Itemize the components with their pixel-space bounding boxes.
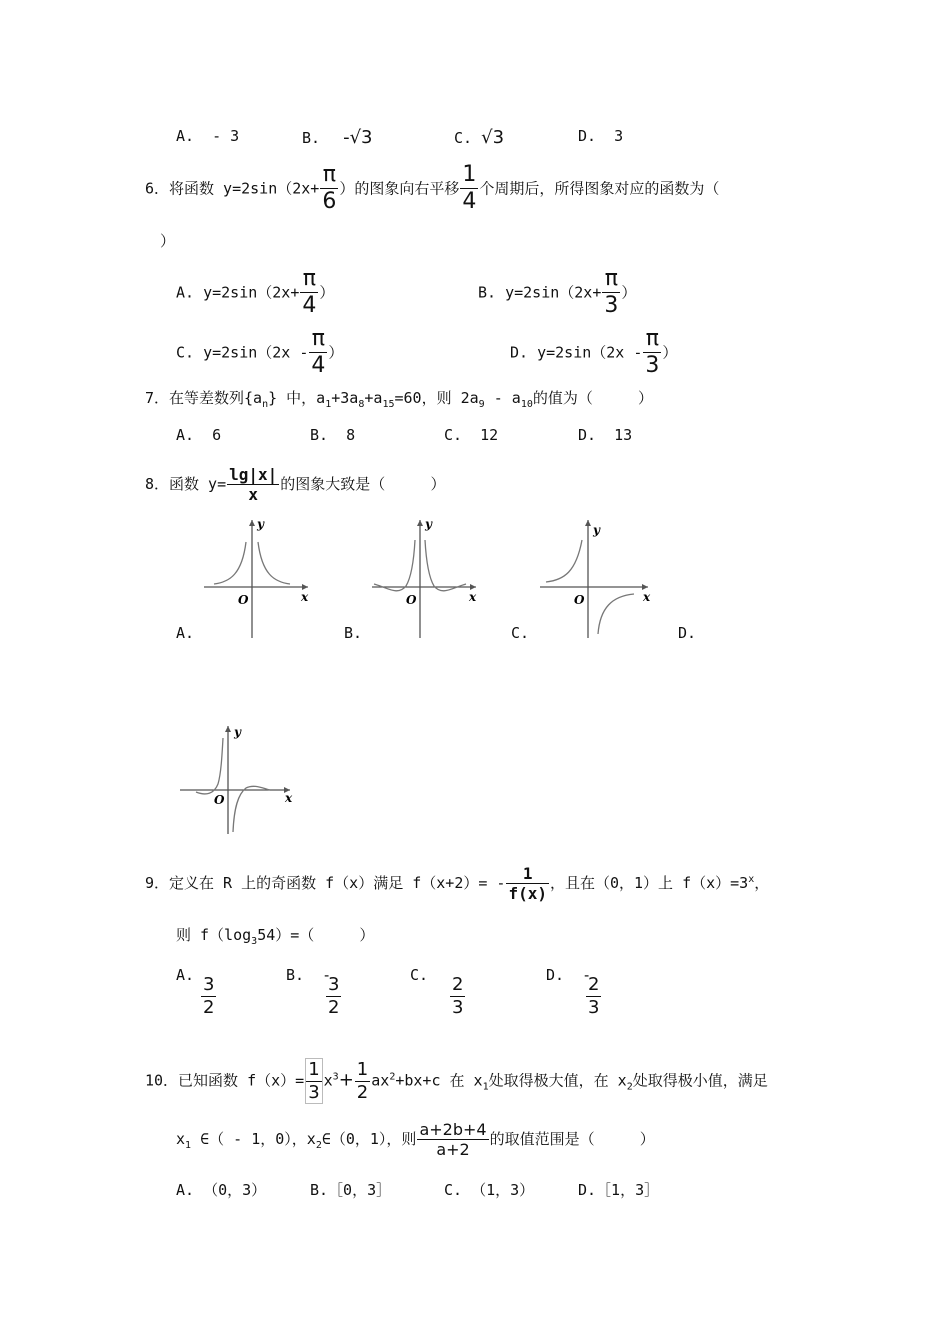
q7-t5: =60，则 2a	[394, 389, 479, 407]
q10-l2-a: x	[176, 1130, 186, 1149]
q8-graph-a-x-label: x	[301, 590, 309, 604]
q8-option-d[interactable]: D.	[678, 624, 697, 642]
q6-option-d-den: 3	[645, 353, 660, 379]
q6-option-a[interactable]	[176, 266, 334, 320]
q8-frac-num: lg|x|	[229, 465, 278, 484]
q6-six: 6	[322, 189, 337, 215]
q6-option-a-frac	[300, 266, 318, 320]
q9-option-c-frac	[449, 974, 466, 1018]
q10-l2-c: ∈（0，1），则	[321, 1130, 417, 1149]
q10-mid: ax	[371, 1071, 390, 1090]
q9-option-d-den: 3	[588, 996, 600, 1018]
q10-d1: 3	[308, 1081, 320, 1103]
q6-option-c-pre: C. y=2sin（2x -	[176, 343, 309, 362]
q7-option-c[interactable]: C. 12	[444, 426, 499, 444]
q10-ratio-frac	[417, 1120, 488, 1159]
q8-graph-d-x-label: x	[285, 791, 293, 805]
q8-graph-a	[200, 512, 320, 642]
q8-graph-a-y-label: y	[257, 517, 264, 531]
q5-option-a[interactable]: A. - 3	[176, 127, 240, 145]
q9-option-c-num: 2	[452, 974, 464, 995]
q7-sub-15: 15	[382, 399, 395, 410]
q8-graph-c-x-label: x	[643, 590, 651, 604]
q6-one: 1	[460, 162, 478, 189]
q7-t4: +a	[364, 389, 383, 407]
q7-t2: } 中，a	[268, 389, 326, 407]
q9-option-c-label: C.	[410, 966, 429, 984]
q9-option-d-num: 2	[588, 974, 600, 995]
q5-option-b-value: -√3	[343, 127, 373, 148]
q6-option-a-pre: A. y=2sin（2x+	[176, 283, 300, 302]
q6-option-b-post: ）	[621, 283, 637, 302]
q7-sub-1: 1	[325, 399, 332, 410]
q10-sup2: 2	[389, 1071, 396, 1083]
q6-pi-over-6	[320, 162, 338, 216]
q10-ratio-num: a+2b+4	[419, 1120, 487, 1139]
q9-option-c-den: 3	[452, 996, 464, 1018]
q6-option-c-post: ）	[328, 343, 344, 362]
q5-option-b-label: B.	[302, 129, 321, 147]
q5-option-c-label: C.	[454, 129, 473, 147]
q6-option-a-pi: π	[300, 266, 318, 293]
q6-option-b-pre: B. y=2sin（2x+	[478, 283, 602, 302]
q6-option-a-post: ）	[319, 283, 335, 302]
q8-graph-b-x-label: x	[469, 590, 477, 604]
q10-stem	[145, 1058, 768, 1104]
q10-l2-post: 的取值范围是（ ）	[489, 1130, 655, 1149]
q10-l2-s1: 1	[185, 1140, 192, 1152]
q9-option-d-label: D. -	[546, 966, 592, 984]
q6-stem-mid: ）的图象向右平移	[339, 179, 460, 198]
q9-frac-num: 1	[506, 864, 549, 884]
q9-option-a-frac	[200, 974, 217, 1018]
q10-option-d[interactable]: D.［1，3］	[578, 1181, 660, 1199]
q9-option-a-num: 3	[203, 974, 215, 995]
q6-stem-post: 个周期后，所得图象对应的函数为（	[479, 179, 720, 198]
q9-option-b-frac	[325, 974, 342, 1018]
q6-option-b-pi: π	[602, 266, 620, 293]
q6-four: 4	[462, 189, 477, 215]
q8-graph-c	[536, 512, 656, 642]
q10-one-half	[355, 1059, 370, 1103]
q9-frac-den: f(x)	[508, 884, 547, 904]
q6-option-b-den: 3	[604, 293, 619, 319]
q8-option-b[interactable]: B.	[344, 624, 363, 642]
q8-graph-b	[368, 512, 488, 642]
q10-ratio-den: a+2	[436, 1140, 470, 1160]
q10-one-third	[305, 1058, 322, 1104]
q7-sub-9: 9	[478, 399, 485, 410]
q6-option-c-frac	[309, 326, 327, 380]
q7-sub-8: 8	[358, 399, 365, 410]
q5-option-d[interactable]: D. 3	[578, 127, 624, 145]
q7-option-a[interactable]: A. 6	[176, 426, 222, 444]
q10-l2-b: ∈（ - 1，0），x	[191, 1130, 316, 1149]
q10-mid3: 处取得极大值，在 x	[488, 1071, 627, 1090]
q9-option-a-den: 2	[203, 996, 215, 1018]
q8-stem	[145, 465, 445, 504]
q8-stem-post: 的图象大致是（ ）	[280, 475, 446, 494]
q8-graph-b-origin: O	[406, 593, 417, 607]
q6-stem-pre: 6．将函数 y=2sin（2x+	[145, 179, 320, 198]
q7-t3: +3a	[331, 389, 359, 407]
q10-sup3: 3	[332, 1071, 339, 1083]
q10-n2: 1	[356, 1059, 369, 1080]
q10-d2: 2	[356, 1081, 369, 1103]
q9-option-a[interactable]	[176, 966, 194, 984]
q6-option-d[interactable]	[510, 326, 677, 380]
q10-mid2: +bx+c 在 x	[395, 1071, 483, 1090]
q10-option-b[interactable]: B.［0，3］	[310, 1181, 392, 1199]
q8-graph-c-y-label: y	[593, 523, 600, 537]
q9-sup-x: x	[748, 874, 755, 886]
q6-option-b[interactable]	[478, 266, 636, 320]
q6-option-a-den: 4	[302, 293, 317, 319]
q10-option-a[interactable]: A. （0，3）	[176, 1181, 267, 1199]
q9-option-d-frac	[585, 974, 602, 1018]
q6-option-d-pre: D. y=2sin（2x -	[510, 343, 643, 362]
q8-option-c[interactable]: C.	[511, 624, 530, 642]
q10-option-c[interactable]: C. （1，3）	[444, 1181, 535, 1199]
q5-option-b[interactable]	[302, 127, 373, 149]
q6-one-quarter	[460, 162, 478, 216]
q9-stem-pre: 9．定义在 R 上的奇函数 f（x）满足 f（x+2）= -	[145, 874, 506, 893]
q7-sub-10: 10	[520, 399, 533, 410]
q6-option-d-pi: π	[643, 326, 661, 353]
q7-t1: 7．在等差数列{a	[145, 389, 263, 407]
q8-option-a[interactable]: A.	[176, 624, 195, 642]
q9-frac	[506, 864, 549, 903]
q8-frac	[227, 465, 279, 504]
q9-option-b-label: B. -	[286, 966, 332, 984]
q9-stem-post2: ，	[754, 874, 770, 893]
q9-line2-b: 54）=（ ）	[257, 926, 375, 944]
q7-option-b[interactable]: B. 8	[310, 426, 356, 444]
q6-option-c[interactable]	[176, 326, 343, 380]
q8-graph-c-origin: O	[574, 593, 585, 607]
q5-option-c-value: √3	[481, 127, 505, 148]
q5-option-c[interactable]	[454, 127, 504, 149]
q9-option-c[interactable]	[410, 966, 428, 984]
q7-option-d[interactable]: D. 13	[578, 426, 633, 444]
q7-stem	[145, 389, 653, 411]
q10-n1: 1	[308, 1059, 320, 1080]
q6-stem	[145, 162, 719, 216]
q8-stem-pre: 8．函数 y=	[145, 475, 227, 494]
q8-frac-den: x	[248, 485, 259, 505]
q10-l2-s2: 2	[315, 1140, 322, 1152]
q9-option-b-num: 3	[328, 974, 340, 995]
q7-sub-n: n	[262, 399, 269, 410]
q9-stem	[145, 864, 769, 903]
q10-line2	[176, 1120, 655, 1159]
q10-s2: 2	[626, 1081, 633, 1093]
q8-graph-d-origin: O	[214, 793, 225, 807]
q8-graph-d-y-label: y	[234, 725, 241, 739]
q9-line2-a: 则 f（log	[176, 926, 252, 944]
q7-t6: - a	[484, 389, 521, 407]
q6-option-c-pi: π	[309, 326, 327, 353]
q9-line2	[176, 926, 374, 948]
q6-option-d-frac	[643, 326, 661, 380]
q10-x3: x	[323, 1071, 333, 1090]
q7-t7: 的值为（ ）	[532, 389, 654, 407]
q9-option-b-den: 2	[328, 996, 340, 1018]
q6-option-c-den: 4	[311, 353, 326, 379]
q8-graph-a-origin: O	[238, 593, 249, 607]
q8-graph-d	[176, 722, 301, 837]
q10-stem-pre: 10．已知函数 f（x）=	[145, 1071, 305, 1090]
q6-option-d-post: ）	[662, 343, 678, 362]
q6-close-paren: ）	[160, 232, 176, 250]
q6-option-b-frac	[602, 266, 620, 320]
q10-plus: +	[338, 1069, 354, 1091]
q6-pi: π	[320, 162, 338, 189]
q9-stem-post: ，且在（0，1）上 f（x）=3	[550, 874, 749, 893]
q10-stem-post: 处取得极小值，满足	[632, 1071, 768, 1090]
q9-option-a-label: A.	[176, 966, 195, 984]
q10-s1: 1	[482, 1081, 489, 1093]
q8-graph-b-y-label: y	[425, 517, 432, 531]
q9-sub-3: 3	[251, 936, 258, 947]
